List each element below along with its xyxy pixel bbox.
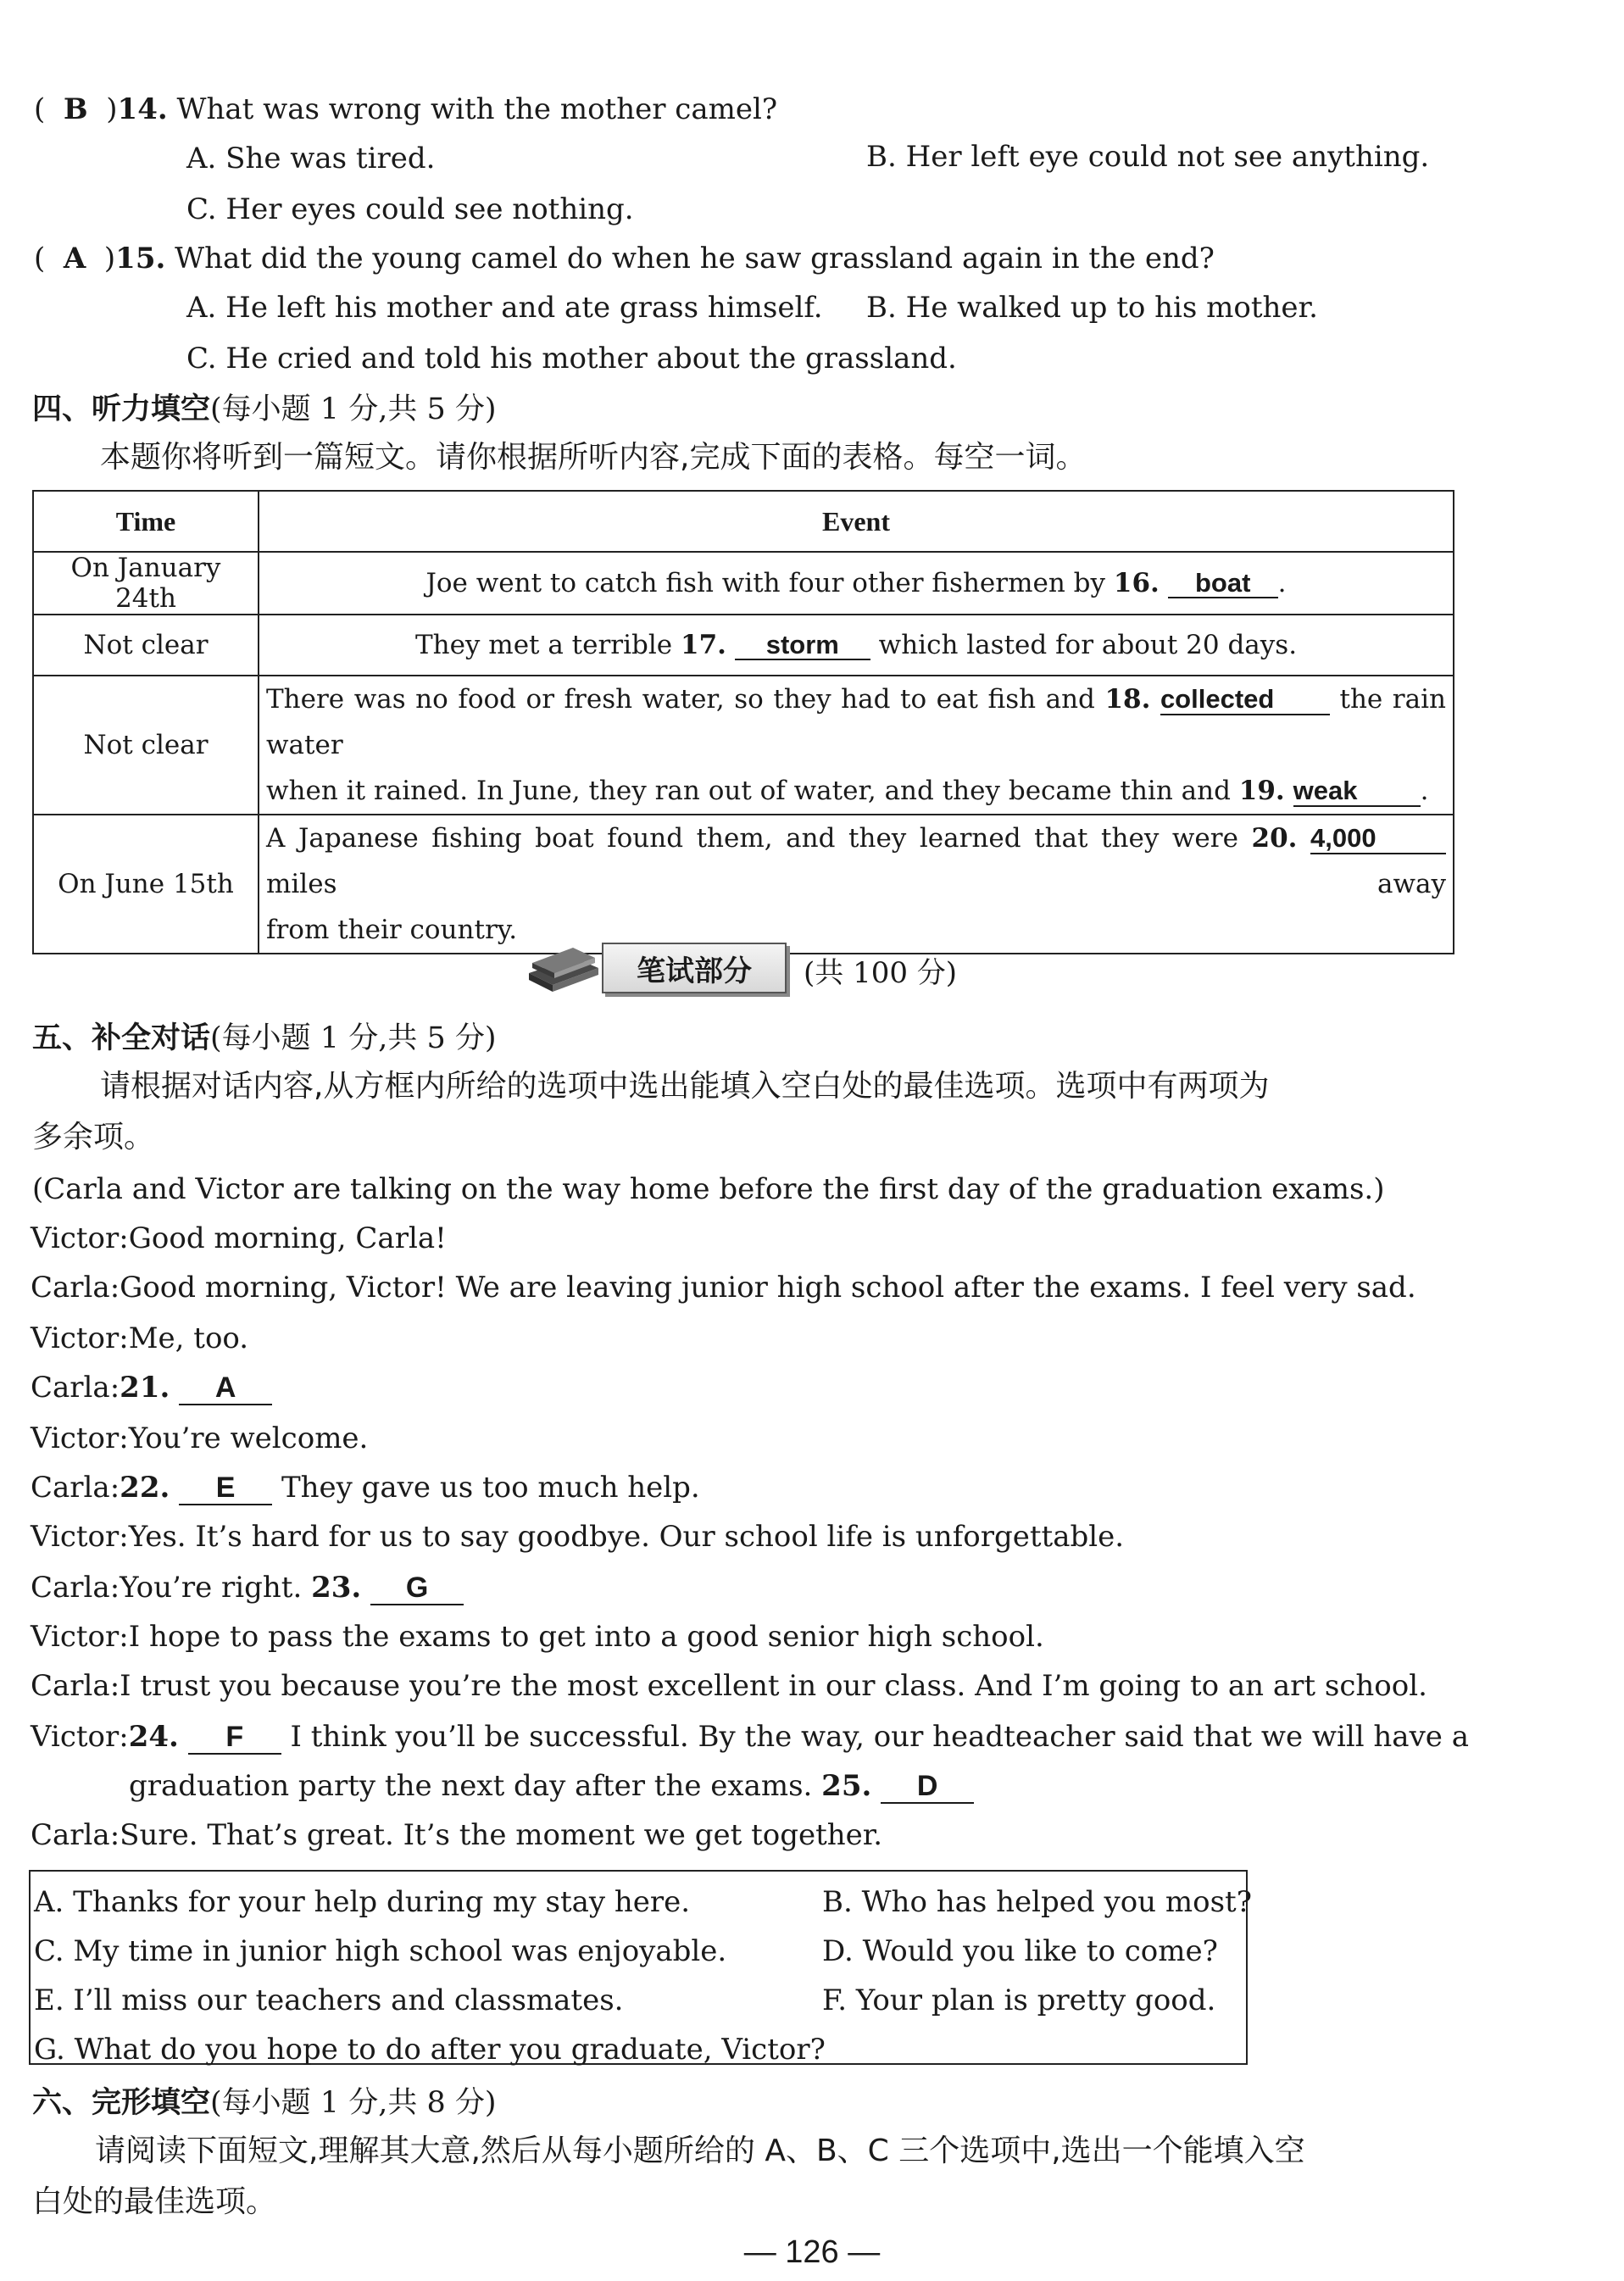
table-row: [33, 552, 1454, 615]
dialogue-line: Carla:You’re right. 23. G: [31, 1573, 464, 1605]
q15-number: 15.: [115, 242, 166, 275]
section5-note: (每小题 1 分,共 5 分): [210, 1021, 497, 1055]
row-time: On January 24th: [33, 552, 259, 615]
section4-title: 四、听力填空: [32, 392, 211, 426]
option-a: A. Thanks for your help during my stay here.: [34, 1885, 691, 1919]
option-d: D. Would you like to come?: [822, 1934, 1218, 1968]
section4-instruction: 本题你将听到一篇短文。请你根据所听内容,完成下面的表格。每空一词。: [100, 440, 1087, 475]
answer-blank-25: D: [881, 1772, 974, 1804]
answer-blank-16: boat: [1168, 570, 1278, 599]
table-row: [33, 815, 1454, 954]
table-header-event: Event: [259, 491, 1454, 552]
dialogue-line: Victor:I hope to pass the exams to get into a good senior high school.: [31, 1620, 1044, 1654]
dialogue-line: Carla:Good morning, Victor! We are leaving junior high school after the exams. I feel very sad.: [31, 1271, 1416, 1305]
dialogue-line: Victor:Yes. It’s hard for us to say goodbye. Our school life is unforgettable.: [31, 1520, 1125, 1554]
row-event: There was no food or fresh water, so they had to eat fish and 18. collected the rain water when it rained. In June, they ran out of water, and they became thin and 19. weak .: [259, 676, 1454, 815]
answer-blank-24: F: [188, 1722, 281, 1755]
answer-blank-23: G: [370, 1573, 464, 1605]
table-header-time: Time: [33, 491, 259, 552]
table-row: [33, 676, 1454, 815]
section6-note: (每小题 1 分,共 8 分): [210, 2086, 497, 2120]
section6-heading: [32, 2086, 497, 2120]
dialogue-line: Victor:You’re welcome.: [31, 1421, 369, 1455]
dialogue-line: Carla:Sure. That’s great. It’s the moment we get together.: [31, 1818, 883, 1852]
section5-heading: [32, 1021, 497, 1055]
section4-heading: [32, 392, 497, 426]
q14-option-c: C. Her eyes could see nothing.: [186, 192, 634, 226]
dialogue-line: Carla:21. A: [31, 1373, 272, 1405]
section5-instruction-2: 多余项。: [32, 1120, 155, 1154]
options-box: [29, 1870, 1252, 2067]
q14-number: 14.: [117, 92, 168, 126]
q14-answer: B: [63, 92, 88, 126]
dialogue-line: Carla:I trust you because you’re the most excellent in our class. And I’m going to an art school.: [31, 1669, 1427, 1703]
answer-blank-19: weak: [1293, 777, 1421, 807]
q14-stem: ( B )14. What was wrong with the mother camel?: [34, 92, 778, 126]
q15-option-a: A. He left his mother and ate grass himself.: [186, 291, 823, 325]
dialogue-line: Victor:24. F I think you’ll be successful. By the way, our headteacher said that we will have a: [31, 1720, 1469, 1754]
row-event: Joe went to catch fish with four other fishermen by 16. boat .: [259, 552, 1454, 615]
section4-note: (每小题 1 分,共 5 分): [210, 392, 497, 426]
section6-title: 六、完形填空: [32, 2086, 211, 2120]
answer-blank-21: A: [179, 1373, 272, 1405]
row-time: Not clear: [33, 676, 259, 815]
option-b: B. Who has helped you most?: [822, 1885, 1252, 1919]
q14-question: What was wrong with the mother camel?: [176, 92, 778, 126]
row-event: They met a terrible 17. storm which lasted for about 20 days.: [259, 615, 1454, 676]
written-part-score: (共 100 分): [804, 956, 958, 990]
answer-blank-22: E: [179, 1473, 272, 1505]
dialogue-line: Victor:Me, too.: [31, 1321, 249, 1355]
option-f: F. Your plan is pretty good.: [822, 1983, 1216, 2017]
answer-blank-18: collected: [1160, 686, 1330, 715]
q14-option-a: A. She was tired.: [186, 142, 436, 175]
q15-option-c: C. He cried and told his mother about the grassland.: [186, 342, 957, 376]
option-e: E. I’ll miss our teachers and classmates.: [34, 1983, 624, 2017]
table-row: [33, 615, 1454, 676]
dialogue-line: Carla:22. E They gave us too much help.: [31, 1471, 700, 1505]
section5-instruction-1: 请根据对话内容,从方框内所给的选项中选出能填入空白处的最佳选项。选项中有两项为: [100, 1069, 1270, 1104]
q15-stem: ( A )15. What did the young camel do when he saw grassland again in the end?: [34, 242, 1215, 275]
q15-question: What did the young camel do when he saw grassland again in the end?: [175, 242, 1215, 275]
answer-blank-20: 4,000: [1310, 825, 1446, 854]
dialogue-line-continuation: graduation party the next day after the exams. 25. D: [129, 1772, 974, 1804]
written-part-label: 笔试部分: [602, 943, 787, 993]
answer-blank-17: storm: [735, 631, 870, 661]
section6-instruction-1: 请阅读下面短文,理解其大意,然后从每小题所给的 A、B、C 三个选项中,选出一个能填入空: [95, 2134, 1305, 2168]
option-c: C. My time in junior high school was enjoyable.: [34, 1934, 727, 1968]
dialogue-context: (Carla and Victor are talking on the way home before the first day of the graduation exams.): [32, 1172, 1385, 1206]
section6-instruction-2: 白处的最佳选项。: [32, 2184, 277, 2219]
dialogue-line: Victor:Good morning, Carla!: [31, 1221, 447, 1255]
row-time: On June 15th: [33, 815, 259, 954]
q15-answer: A: [63, 242, 86, 275]
listening-table: [32, 490, 1454, 954]
section5-title: 五、补全对话: [32, 1021, 211, 1055]
row-event: A Japanese fishing boat found them, and they learned that they were 20. 4,000 miles away from their country.: [259, 815, 1454, 954]
q15-option-b: B. He walked up to his mother.: [866, 291, 1318, 325]
q14-option-b: B. Her left eye could not see anything.: [866, 140, 1430, 174]
books-icon: [524, 941, 602, 995]
option-g: G. What do you hope to do after you graduate, Victor?: [34, 2033, 826, 2067]
page-number: — 126 —: [743, 2234, 881, 2270]
row-time: Not clear: [33, 615, 259, 676]
